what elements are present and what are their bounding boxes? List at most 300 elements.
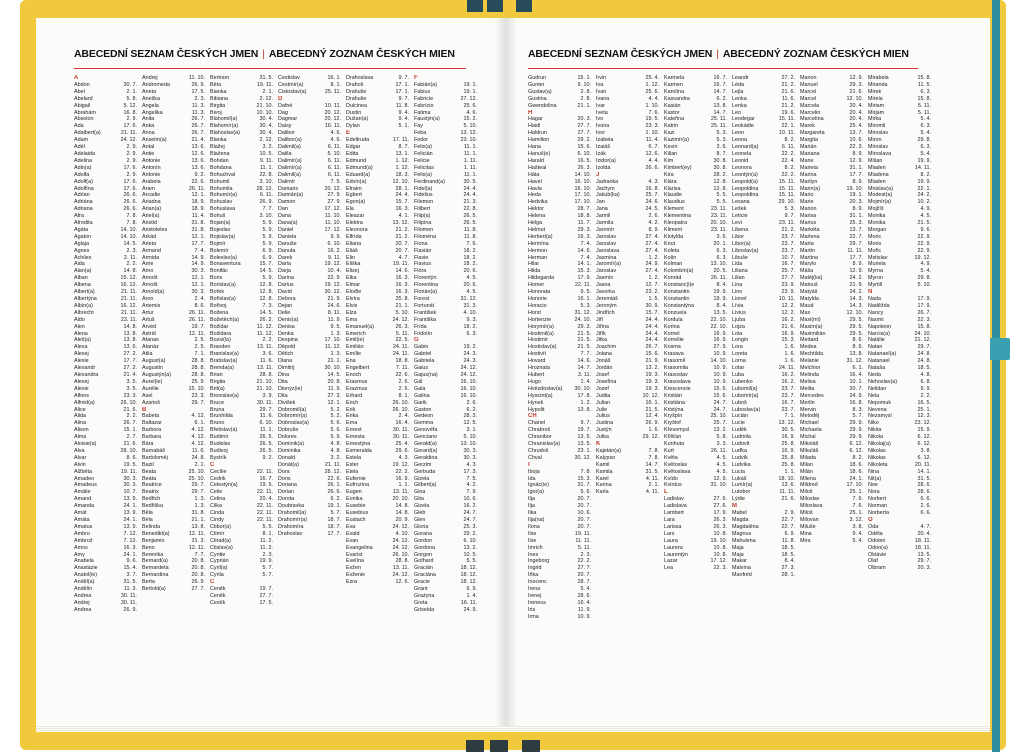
name-day-date: 2. 8. — [580, 88, 591, 95]
name-day-date: 1. 12. — [395, 157, 409, 164]
given-name: Judita — [596, 392, 611, 399]
given-name: Bazil — [142, 461, 154, 468]
given-name: Miroslav — [868, 130, 889, 137]
name-entry — [664, 165, 731, 172]
given-name: Hostimil(a) — [528, 330, 554, 337]
name-day-date: 12. 9. — [849, 157, 863, 164]
name-day-date: 10. 6. — [463, 496, 477, 503]
name-entry — [732, 289, 799, 296]
given-name: Bystrík — [210, 454, 227, 461]
name-day-date: 13. 2. — [713, 427, 727, 434]
name-entry — [210, 379, 277, 386]
name-day-date: 1. 11. — [463, 164, 477, 171]
name-day-date: 30. 11. — [392, 434, 409, 441]
given-name: Hedvika — [528, 199, 548, 206]
name-day-date: 20. 6. — [463, 268, 477, 275]
name-entry — [664, 158, 731, 165]
name-entry — [346, 482, 413, 489]
given-name: Atila — [142, 351, 153, 358]
name-day-date: 17. 7. — [849, 171, 863, 178]
name-day-date: 17. 12. — [324, 206, 341, 213]
name-entry — [800, 524, 867, 531]
name-entry — [596, 144, 663, 151]
name-day-date: 31. 3. — [191, 537, 205, 544]
name-day-date: 27. 7. — [191, 586, 205, 593]
name-entry — [596, 455, 663, 462]
name-day-date: 27. 6. — [713, 496, 727, 503]
name-day-date: 10. 9. — [713, 351, 727, 358]
name-entry — [414, 89, 481, 96]
name-day-date: 15. 2. — [463, 116, 477, 123]
given-name: Lešek — [732, 206, 747, 213]
given-name: Muriela — [868, 261, 886, 268]
name-entry — [346, 572, 413, 579]
name-entry — [74, 565, 141, 572]
given-name: Moric — [868, 233, 882, 240]
given-name: Andrea — [74, 606, 92, 613]
given-name: Ernestýna — [346, 441, 371, 448]
bookmark-ribbon-top — [467, 0, 483, 12]
name-entry — [868, 558, 935, 565]
name-day-date: 13. 1. — [395, 150, 409, 157]
name-day-date: 31. 1. — [849, 213, 863, 220]
name-day-date: 17. 11. — [392, 137, 409, 144]
given-name: Agaton — [74, 233, 92, 240]
given-name: Angela — [142, 102, 159, 109]
name-entry — [800, 510, 867, 517]
name-entry — [142, 220, 209, 227]
name-day-date: 17. 10. — [846, 482, 863, 489]
name-day-date: 11. 3. — [191, 102, 205, 109]
name-entry — [732, 192, 799, 199]
elastic-band-tab — [988, 338, 1010, 360]
name-entry — [732, 351, 799, 358]
name-day-date: 23. 11. — [710, 226, 727, 233]
name-day-date: 6. 1. — [194, 420, 205, 427]
given-name: Mirela — [868, 95, 883, 102]
name-entry — [664, 379, 731, 386]
name-entry — [414, 192, 481, 199]
given-name: Barnabáš — [142, 447, 166, 454]
given-name: Flavius — [414, 261, 432, 268]
name-entry — [142, 331, 209, 338]
given-name: Erich — [346, 399, 359, 406]
name-day-date: 22. 3. — [713, 565, 727, 572]
name-day-date: 24. 3. — [463, 358, 477, 365]
name-day-date: 4. 8. — [920, 371, 931, 378]
name-entry — [732, 565, 799, 572]
given-name: Gaius — [414, 365, 429, 372]
given-name: Ludvika — [732, 461, 751, 468]
name-day-date: 9. 7. — [784, 213, 795, 220]
name-entry — [868, 89, 935, 96]
name-day-date: 20. 1. — [713, 240, 727, 247]
given-name: Gwendolina — [528, 102, 557, 109]
given-name: Barbora — [142, 427, 162, 434]
given-name: Kajetán(a) — [596, 447, 621, 454]
name-entry — [664, 151, 731, 158]
name-entry — [528, 531, 595, 538]
name-entry — [732, 248, 799, 255]
name-day-date: 4. 2. — [648, 220, 659, 227]
name-entry — [664, 393, 731, 400]
name-entry — [278, 261, 345, 268]
name-day-date: 24. 7. — [463, 517, 477, 523]
title-separator: | — [716, 48, 719, 60]
name-day-date: 16. 4. — [577, 599, 591, 606]
name-entry — [596, 303, 663, 310]
given-name: Mořic — [868, 247, 882, 254]
bookmark-ribbon-bottom — [466, 740, 484, 752]
name-entry — [664, 227, 731, 234]
name-day-date: 12. 7. — [645, 282, 659, 289]
given-name: Béla — [142, 517, 153, 523]
name-day-date: 6. 11. — [259, 192, 273, 199]
given-name: Amand — [74, 496, 92, 503]
given-name: Gordona — [414, 544, 435, 551]
given-name: Křišťan — [664, 434, 682, 441]
name-day-date: 24. 12. — [392, 316, 409, 323]
name-entry — [346, 393, 413, 400]
given-name: Aneta — [142, 88, 157, 95]
name-day-date: 2. 11. — [123, 254, 137, 261]
name-day-date: 27. 7. — [577, 130, 591, 137]
given-name: Čestislav — [278, 75, 300, 81]
name-entry — [596, 310, 663, 317]
name-entry — [732, 186, 799, 193]
name-day-date: 29. 7. — [191, 482, 205, 489]
name-day-date: 4. 12. — [191, 441, 205, 448]
given-name: Damon — [278, 199, 296, 206]
name-day-date: 24. 9. — [463, 606, 477, 613]
given-name: Jan — [596, 199, 605, 206]
name-entry — [868, 420, 935, 427]
name-day-date: 28. 8. — [259, 371, 273, 378]
name-day-date: 14. 3. — [849, 302, 863, 309]
name-columns — [528, 75, 936, 621]
name-entry — [664, 130, 731, 137]
given-name: Mirek — [868, 88, 882, 95]
name-day-date: 15. 8. — [917, 95, 931, 102]
given-name: Kevin — [664, 144, 678, 151]
name-day-date: 8. 6. — [852, 337, 863, 344]
name-day-date: 8. 1. — [330, 81, 341, 88]
letter-label: B — [142, 406, 147, 413]
given-name: Konstantin — [664, 289, 690, 296]
name-entry — [528, 600, 595, 607]
name-day-date: 10. 9. — [713, 371, 727, 378]
name-entry — [528, 393, 595, 400]
name-entry — [414, 344, 481, 351]
given-name: Filemon — [414, 199, 434, 206]
given-name: Malvína — [732, 565, 751, 572]
name-day-date: 17. 7. — [191, 240, 205, 247]
given-name: Adrian — [74, 192, 90, 199]
name-entry — [528, 434, 595, 441]
name-day-date: 24. 3. — [463, 351, 477, 358]
name-day-date: 27. 2. — [123, 365, 137, 372]
name-day-date: 2. 1. — [262, 88, 273, 95]
name-day-date: 29. 9. — [849, 420, 863, 427]
name-entry — [664, 545, 731, 552]
given-name: Antonie — [142, 157, 161, 164]
name-day-date: 3. 9. — [262, 392, 273, 399]
name-entry — [74, 524, 141, 531]
name-day-date: 26. 2. — [259, 316, 273, 323]
name-day-date: 21. 11. — [324, 461, 341, 468]
name-day-date: 29. 5. — [849, 316, 863, 323]
given-name: Brian — [210, 371, 223, 378]
name-day-date: 27. 9. — [327, 199, 341, 206]
name-day-date: 19. 9. — [917, 157, 931, 164]
name-entry — [800, 96, 867, 103]
given-name: Amadeus — [74, 482, 97, 489]
name-entry — [596, 234, 663, 241]
name-entry — [210, 289, 277, 296]
name-entry — [664, 255, 731, 262]
name-entry — [596, 199, 663, 206]
name-entry — [210, 593, 277, 600]
given-name: Leonora — [732, 164, 752, 171]
given-name: Forest — [414, 296, 430, 302]
given-name: Drahuše — [346, 95, 367, 102]
name-entry — [732, 255, 799, 262]
name-day-date: 29. 5. — [849, 323, 863, 330]
name-entry — [346, 296, 413, 303]
name-entry — [596, 151, 663, 158]
name-entry — [732, 379, 799, 386]
name-entry — [278, 427, 345, 434]
name-entry — [210, 151, 277, 158]
name-day-date: 24. 12. — [392, 523, 409, 530]
name-entry — [346, 462, 413, 469]
name-day-date: 9. 3. — [466, 316, 477, 323]
name-entry — [868, 545, 935, 552]
given-name: Gizela — [414, 475, 430, 482]
given-name: Edmund(a) — [346, 164, 373, 171]
name-entry — [868, 358, 935, 365]
name-day-date: 18. 10. — [778, 475, 795, 482]
name-day-date: 25. 10. — [188, 468, 205, 475]
name-day-date: 20. 7. — [577, 503, 591, 510]
name-entry — [74, 420, 141, 427]
given-name: Anatol(ie) — [74, 572, 98, 579]
name-day-date: 24. 8. — [917, 351, 931, 358]
name-entry — [142, 434, 209, 441]
name-day-date: 23. 9. — [781, 289, 795, 296]
given-name: Helena — [528, 213, 546, 220]
name-entry — [528, 289, 595, 296]
given-name: Lojza — [732, 323, 745, 330]
name-day-date: 7. 11. — [395, 365, 409, 372]
name-entry — [142, 393, 209, 400]
name-day-date: 22. 7. — [849, 233, 863, 240]
given-name: Joachim — [596, 344, 617, 351]
name-entry — [414, 268, 481, 275]
given-name: Dominika — [278, 447, 301, 454]
letter-header — [142, 407, 209, 414]
name-entry — [732, 234, 799, 241]
name-day-date: 20. 10. — [710, 220, 727, 227]
name-entry — [868, 427, 935, 434]
given-name: Dalibor — [278, 130, 296, 137]
name-day-date: 11. 4. — [645, 137, 659, 144]
given-name: Mladen — [868, 178, 886, 185]
given-name: Dafné — [278, 102, 293, 109]
name-day-date: 31. 7. — [577, 482, 591, 489]
name-entry — [732, 165, 799, 172]
name-day-date: 15. 6. — [645, 351, 659, 358]
letter-header — [868, 289, 935, 296]
name-entry — [278, 407, 345, 414]
name-day-date: 21. 2. — [781, 226, 795, 233]
name-entry — [528, 165, 595, 172]
name-day-date: 14. 1. — [577, 261, 591, 268]
name-day-date: 30. 9. — [645, 302, 659, 309]
name-entry — [278, 400, 345, 407]
given-name: Michael — [800, 420, 819, 427]
name-day-date: 18. 12. — [460, 572, 477, 579]
name-entry — [732, 462, 799, 469]
name-entry — [278, 324, 345, 331]
name-entry — [278, 151, 345, 158]
given-name: Marcel — [800, 88, 817, 95]
given-name: Mnislav(a) — [868, 185, 893, 192]
name-entry — [346, 538, 413, 545]
name-entry — [800, 489, 867, 496]
name-entry — [868, 137, 935, 144]
name-day-date: 5. 3. — [716, 130, 727, 137]
right-page — [506, 18, 990, 726]
name-day-date: 19. 3. — [645, 371, 659, 378]
name-day-date: 24. 7. — [463, 510, 477, 517]
name-entry — [210, 413, 277, 420]
given-name: Ernest — [346, 427, 362, 434]
name-day-date: 16. 7. — [781, 399, 795, 406]
name-entry — [74, 82, 141, 89]
name-day-date: 13. 5. — [917, 551, 931, 558]
given-name: Morgan — [868, 226, 887, 233]
given-name: Flóra — [414, 268, 427, 275]
given-name: Miluše — [800, 523, 816, 530]
given-name: Bedřich — [142, 496, 161, 503]
name-entry — [278, 344, 345, 351]
name-entry — [596, 158, 663, 165]
given-name: Luboš — [732, 399, 747, 406]
name-day-date: 14. 6. — [577, 358, 591, 365]
given-name: Bruna — [210, 406, 225, 413]
name-day-date: 18. 7. — [327, 523, 341, 530]
given-name: Makar — [732, 558, 747, 565]
name-day-date: 16. 8. — [849, 399, 863, 406]
name-day-date: 11. 3. — [191, 109, 205, 116]
name-entry — [142, 255, 209, 262]
name-day-date: 22. 11. — [574, 282, 591, 289]
name-entry — [142, 89, 209, 96]
name-day-date: 11. 9. — [577, 606, 591, 613]
given-name: Irma — [528, 613, 539, 620]
given-name: Gemma — [414, 420, 434, 427]
given-name: Adriána — [74, 199, 93, 206]
name-entry — [664, 510, 731, 517]
name-day-date: 28. 8. — [191, 358, 205, 365]
name-entry — [868, 552, 935, 559]
name-day-date: 21. 5. — [577, 337, 591, 344]
given-name: Dina — [278, 371, 290, 378]
name-day-date: 20. 4. — [849, 116, 863, 123]
name-entry — [414, 351, 481, 358]
given-name: Iva — [596, 81, 604, 88]
name-entry — [278, 130, 345, 137]
name-entry — [210, 441, 277, 448]
name-day-date: 11. 6. — [191, 447, 205, 454]
name-day-date: 1. 6. — [784, 351, 795, 358]
given-name: Lubomil(a) — [732, 385, 758, 392]
given-name: Mojmír(a) — [868, 199, 892, 206]
name-day-date: 16. 10. — [460, 385, 477, 392]
name-entry — [346, 103, 413, 110]
given-name: Kvintus — [664, 482, 682, 489]
name-entry — [664, 351, 731, 358]
given-name: Hanuš(e) — [528, 150, 551, 157]
name-entry — [528, 400, 595, 407]
name-day-date: 27. 7. — [577, 565, 591, 572]
given-name: Eloďie — [346, 289, 362, 296]
name-entry — [732, 517, 799, 524]
page-title — [74, 48, 455, 60]
name-entry — [528, 476, 595, 483]
name-day-date: 21. 10. — [256, 385, 273, 392]
given-name: Marta — [800, 240, 814, 247]
name-day-date: 29. 3. — [849, 81, 863, 88]
name-entry — [414, 241, 481, 248]
name-entry — [346, 268, 413, 275]
name-day-date: 29. 9. — [849, 434, 863, 441]
name-entry — [664, 261, 731, 268]
given-name: Jonáš — [596, 358, 611, 365]
name-day-date: 11. 1. — [463, 171, 477, 178]
given-name: Andrea — [74, 592, 92, 599]
name-day-date: 21. 2. — [781, 102, 795, 109]
given-name: Nelidan — [868, 385, 887, 392]
given-name: Axel — [142, 392, 153, 399]
name-entry — [868, 275, 935, 282]
name-entry — [596, 434, 663, 441]
name-entry — [210, 96, 277, 103]
name-entry — [278, 144, 345, 151]
name-entry — [74, 158, 141, 165]
given-name: Mirjam — [868, 109, 885, 116]
name-day-date: 2. 12. — [259, 95, 273, 102]
name-day-date: 2. 1. — [194, 461, 205, 468]
name-day-date: 18. 6. — [849, 461, 863, 468]
name-entry — [210, 558, 277, 565]
name-entry — [664, 213, 731, 220]
name-entry — [868, 261, 935, 268]
name-day-date: 21. 11. — [120, 296, 137, 302]
name-entry — [800, 241, 867, 248]
name-day-date: 14. 10. — [574, 171, 591, 178]
name-entry — [800, 282, 867, 289]
name-day-date: 3. 10. — [259, 213, 273, 220]
name-entry — [800, 261, 867, 268]
given-name: Cindy — [210, 517, 224, 523]
name-entry — [800, 186, 867, 193]
name-entry — [800, 420, 867, 427]
name-day-date: 25. 7. — [645, 192, 659, 199]
given-name: Narcis(a) — [868, 330, 890, 337]
given-name: Kassandra — [664, 95, 690, 102]
